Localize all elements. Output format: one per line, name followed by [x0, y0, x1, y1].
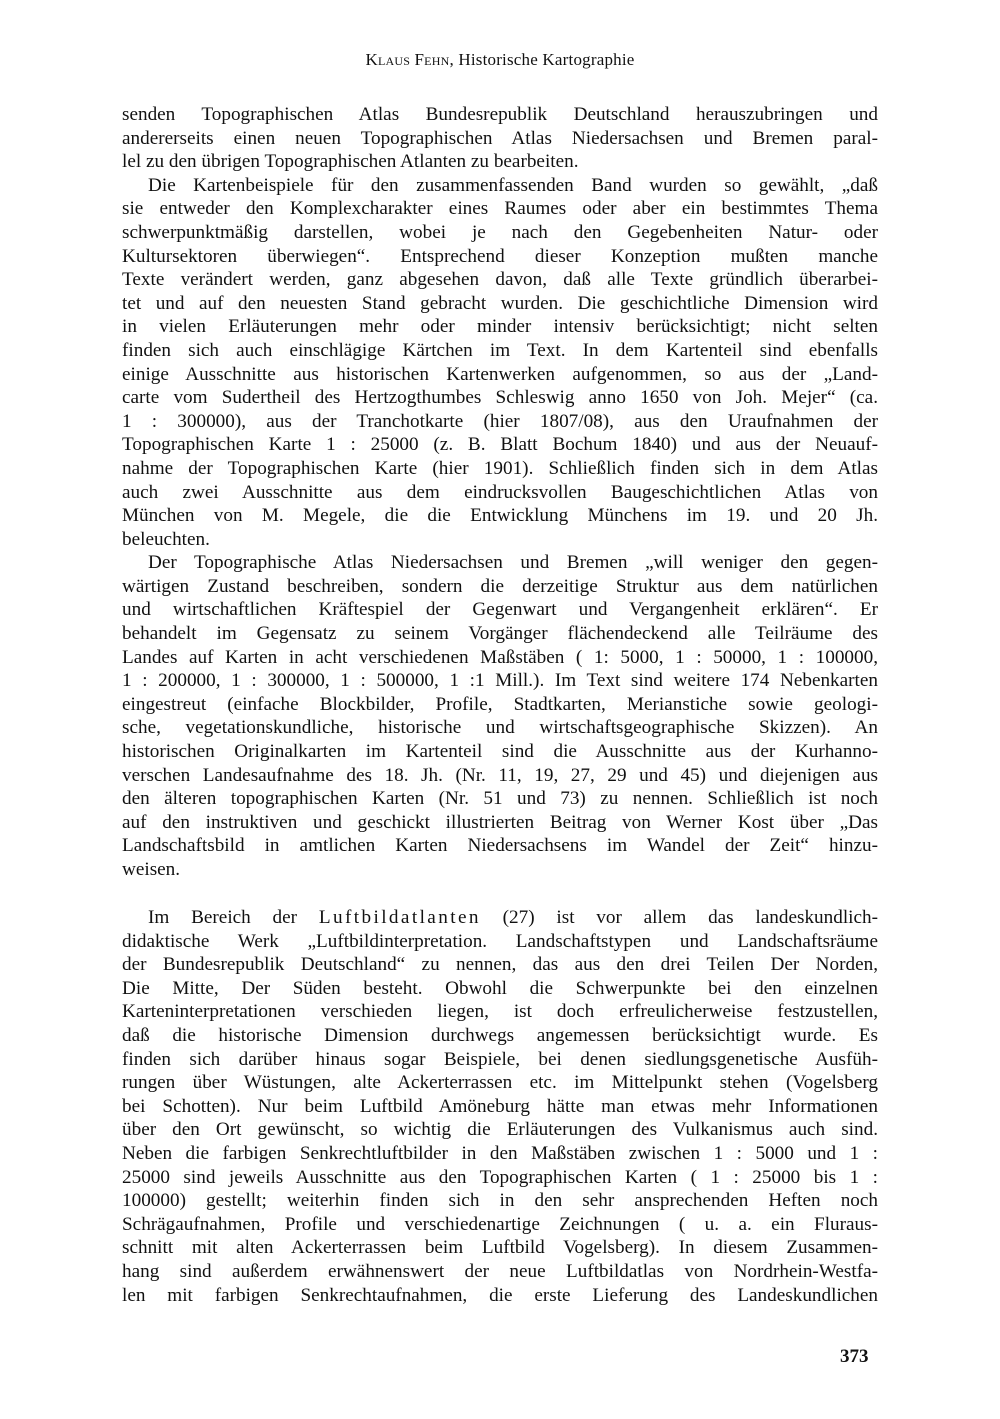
- text-line: rungen über Wüstungen, alte Ackerterrassen etc. im Mittelpunkt stehen (Vogelsberg: [122, 1072, 878, 1094]
- header-author: Klaus Fehn: [365, 50, 450, 69]
- text-line: Die Kartenbeispiele für den zusammenfassenden Band wurden so gewählt, „daß: [148, 174, 878, 196]
- text-line: Die Mitte, Der Süden besteht. Obwohl die Schwerpunkte bei den einzelnen: [122, 977, 878, 999]
- running-header: [0, 50, 1000, 70]
- text-line: Kultursektoren überwiegen“. Entsprechend dieser Konzeption mußten manche: [122, 245, 878, 267]
- text-line: daß die historische Dimension durchwegs angemessen berücksichtigt wurde. Es: [122, 1024, 878, 1046]
- text-line: bei Schotten). Nur beim Luftbild Amöneburg hätte man etwas mehr Informationen: [122, 1095, 878, 1117]
- text-line: behandelt im Gegensatz zu seinem Vorgänger flächendeckend alle Teilräume des: [122, 623, 878, 645]
- text-line: einige Ausschnitte aus historischen Kartenwerken aufgenommen, so aus der „Land-: [122, 363, 878, 385]
- text-line: der Bundesrepublik Deutschland“ zu nennen, das aus den drei Teilen Der Norden,: [122, 954, 878, 976]
- text-line: Texte verändert werden, ganz abgesehen davon, daß alle Texte gründlich überarbei-: [122, 269, 878, 291]
- header-title: , Historische Kartographie: [449, 50, 635, 69]
- text-line: verschen Landesaufnahme des 18. Jh. (Nr. 11, 19, 27, 29 und 45) und diejenigen aus: [122, 764, 878, 786]
- text-line: Topographischen Karte 1 : 25000 (z. B. Blatt Bochum 1840) und aus der Neuauf-: [122, 434, 878, 456]
- text-line: auch zwei Ausschnitte aus dem eindrucksvollen Baugeschichtlichen Atlas von: [122, 481, 878, 503]
- text-line: [122, 906, 878, 930]
- text-line: Karteninterpretationen verschieden liegen, ist doch erfreulicherweise festzustellen,: [122, 1001, 878, 1023]
- text-line: sie entweder den Komplexcharakter eines Raumes oder aber ein bestimmtes Thema: [122, 198, 878, 220]
- text-line: hang sind außerdem erwähnenswert der neue Luftbildatlas von Nordrhein-Westfa-: [122, 1260, 878, 1282]
- text-line: 1 : 300000), aus der Tranchotkarte (hier 1807/08), aus den Uraufnahmen der: [122, 410, 878, 432]
- text-line: auf den instruktiven und geschickt illustrierten Beitrag von Werner Kost über „Das: [122, 811, 878, 833]
- text-line: andererseits einen neuen Topographischen Atlas Niedersachsen und Bremen paral-: [122, 127, 878, 149]
- text-line: den älteren topographischen Karten (Nr. 51 und 73) zu nennen. Schließlich ist noch: [122, 788, 878, 810]
- text-line: in vielen Erläuterungen mehr oder minder intensiv berücksichtigt; nicht selten: [122, 316, 878, 338]
- text-run: (27) ist vor allem das landeskundlich-: [480, 907, 878, 928]
- body-text-section-1: [122, 103, 878, 882]
- text-run: Im Bereich der: [148, 907, 319, 928]
- text-line: 1 : 200000, 1 : 300000, 1 : 500000, 1 :1 Mill.). Im Text sind weitere 174 Nebenkarten: [122, 670, 878, 692]
- text-line: wärtigen Zustand beschreiben, sondern die derzeitige Struktur aus dem natürlichen: [122, 575, 878, 597]
- text-line: Landschaftsbild in amtlichen Karten Niedersachsens im Wandel der Zeit“ hinzu-: [122, 835, 878, 857]
- text-line: nahme der Topographischen Karte (hier 1901). Schließlich finden sich in dem Atlas: [122, 457, 878, 479]
- text-line: Schrägaufnahmen, Profile und verschiedenartige Zeichnungen ( u. a. ein Fluraus-: [122, 1213, 878, 1235]
- body-text-section-2: [122, 906, 878, 1307]
- page-number: 373: [840, 1346, 869, 1367]
- text-line: Neben die farbigen Senkrechtluftbilder in den Maßstäben zwischen 1 : 5000 und 1 :: [122, 1142, 878, 1164]
- text-line: carte vom Sudertheil des Hertzogthumbes Schleswig anno 1650 von Joh. Mejer“ (ca.: [122, 387, 878, 409]
- emphasized-term: Luftbildatlanten: [318, 907, 481, 928]
- text-line: schwerpunktmäßig darstellen, wobei je nach den Gegebenheiten Natur- oder: [122, 221, 878, 243]
- text-line: München von M. Megele, die die Entwicklung Münchens im 19. und 20 Jh.: [122, 505, 878, 527]
- text-line: historischen Originalkarten im Kartenteil sind die Ausschnitte aus der Kurhanno-: [122, 741, 878, 763]
- text-line: senden Topographischen Atlas Bundesrepublik Deutschland herauszubringen und: [122, 104, 878, 125]
- text-line: lel zu den übrigen Topographischen Atlanten zu bearbeiten.: [122, 151, 579, 173]
- text-line: finden sich auch einschlägige Kärtchen im Text. In dem Kartenteil sind ebenfalls: [122, 339, 878, 361]
- text-line: Der Topographische Atlas Niedersachsen und Bremen „will weniger den gegen-: [148, 552, 878, 574]
- text-line: tet und auf den neuesten Stand gebracht wurden. Die geschichtliche Dimension wird: [122, 292, 878, 314]
- text-line: finden sich darüber hinaus sogar Beispiele, bei denen siedlungsgenetische Ausfüh-: [122, 1048, 878, 1070]
- text-line: beleuchten.: [122, 528, 210, 550]
- text-line: didaktische Werk „Luftbildinterpretation. Landschaftstypen und Landschaftsräume: [122, 930, 878, 952]
- text-line: sche, vegetationskundliche, historische und wirtschaftsgeographische Skizzen). An: [122, 717, 878, 739]
- text-line: 100000) gestellt; weiterhin finden sich in den sehr ansprechenden Heften noch: [122, 1190, 878, 1212]
- text-line: Landes auf Karten in acht verschiedenen Maßstäben ( 1: 5000, 1 : 50000, 1 : 100000,: [122, 646, 878, 668]
- text-line: 25000 sind jeweils Ausschnitte aus den Topographischen Karten ( 1 : 25000 bis 1 :: [122, 1166, 878, 1188]
- text-line: len mit farbigen Senkrechtaufnahmen, die erste Lieferung des Landeskundlichen: [122, 1284, 878, 1306]
- text-line: über den Ort gewünscht, so wichtig die Erläuterungen des Vulkanismus auch sind.: [122, 1119, 878, 1141]
- text-line: schnitt mit alten Ackerterrassen beim Luftbild Vogelsberg). In diesem Zusammen-: [122, 1237, 878, 1259]
- text-line: weisen.: [122, 859, 181, 880]
- text-line: eingestreut (einfache Blockbilder, Profile, Stadtkarten, Merianstiche sowie geologi-: [122, 693, 878, 715]
- text-line: und wirtschaftlichen Kräftespiel der Gegenwart und Vergangenheit erklären“. Er: [122, 599, 878, 621]
